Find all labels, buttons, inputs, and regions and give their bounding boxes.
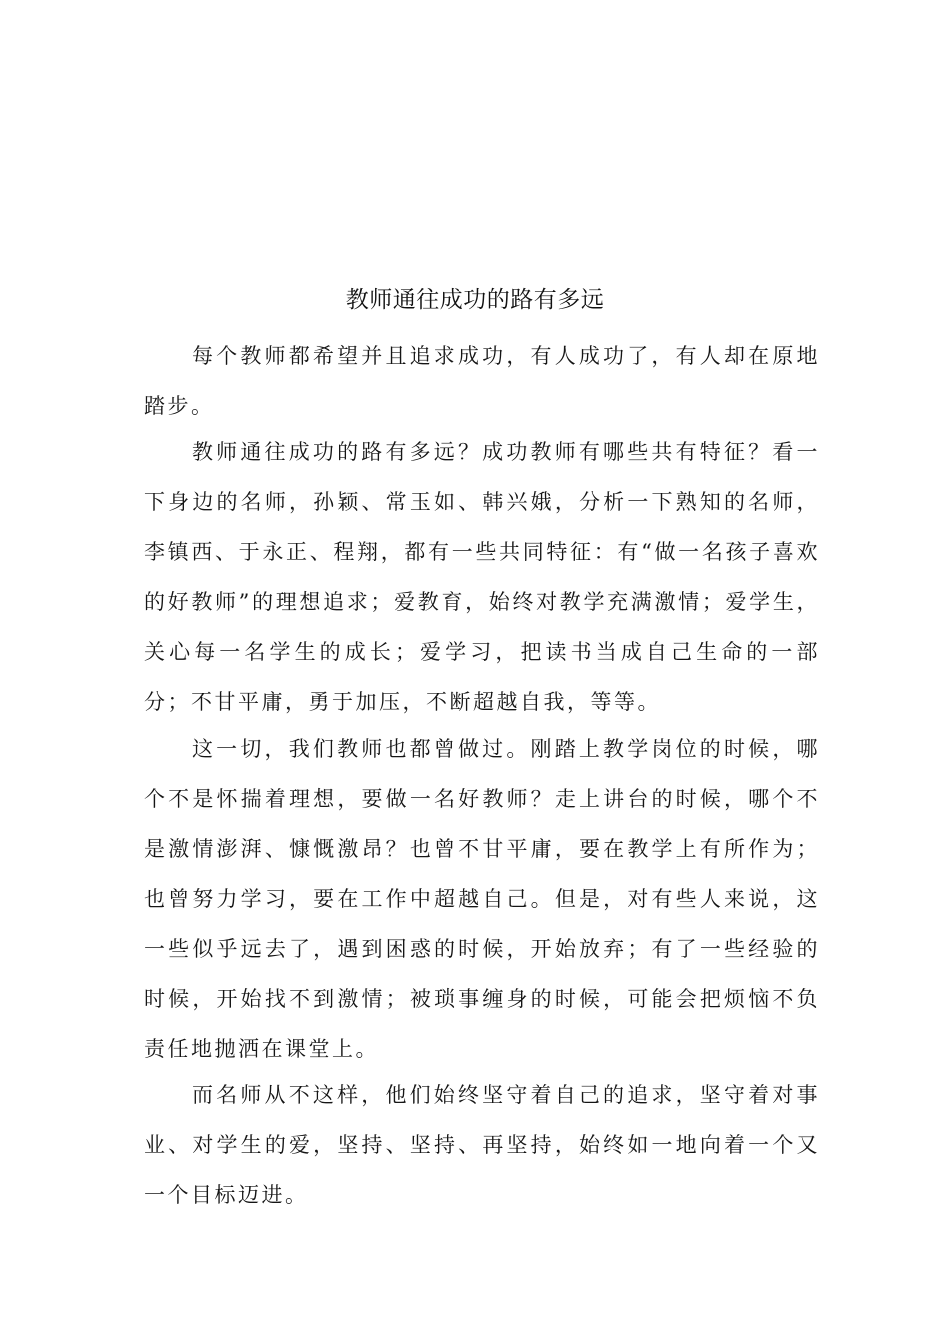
paragraph-2: 教师通往成功的路有多远？成功教师有哪些共有特征？看一下身边的名师，孙颖、常玉如、韩兴娥，分析一下熟知的名师，李镇西、于永正、程翔，都有一些共同特征：有“做一名孩子喜欢的好教师”的理想追求；爱教育，始终对教学充满激情；爱学生，关心每一名学生的成长；爱学习，把读书当成自己生命的一部分；不甘平庸，勇于加压，不断超越自我，等等。 <box>144 440 820 714</box>
paragraph-3: 这一切，我们教师也都曾做过。刚踏上教学岗位的时候，哪个不是怀揣着理想，要做一名好教师？走上讲台的时候，哪个不是激情澎湃、慷慨激昂？也曾不甘平庸，要在教学上有所作为；也曾努力学习，要在工作中超越自己。但是，对有些人来说，这一些似乎远去了，遇到困惑的时候，开始放弃；有了一些经验的时候，开始找不到激情；被琐事缠身的时候，可能会把烦恼不负责任地抛洒在课堂上。 <box>144 737 820 1061</box>
paragraph-1: 每个教师都希望并且追求成功，有人成功了，有人却在原地踏步。 <box>144 344 820 418</box>
paragraph-4: 而名师从不这样，他们始终坚守着自己的追求，坚守着对事业、对学生的爱，坚持、坚持、再坚持，始终如一地向着一个又一个目标迈进。 <box>144 1083 820 1207</box>
article-title: 教师通往成功的路有多远 <box>345 287 605 313</box>
